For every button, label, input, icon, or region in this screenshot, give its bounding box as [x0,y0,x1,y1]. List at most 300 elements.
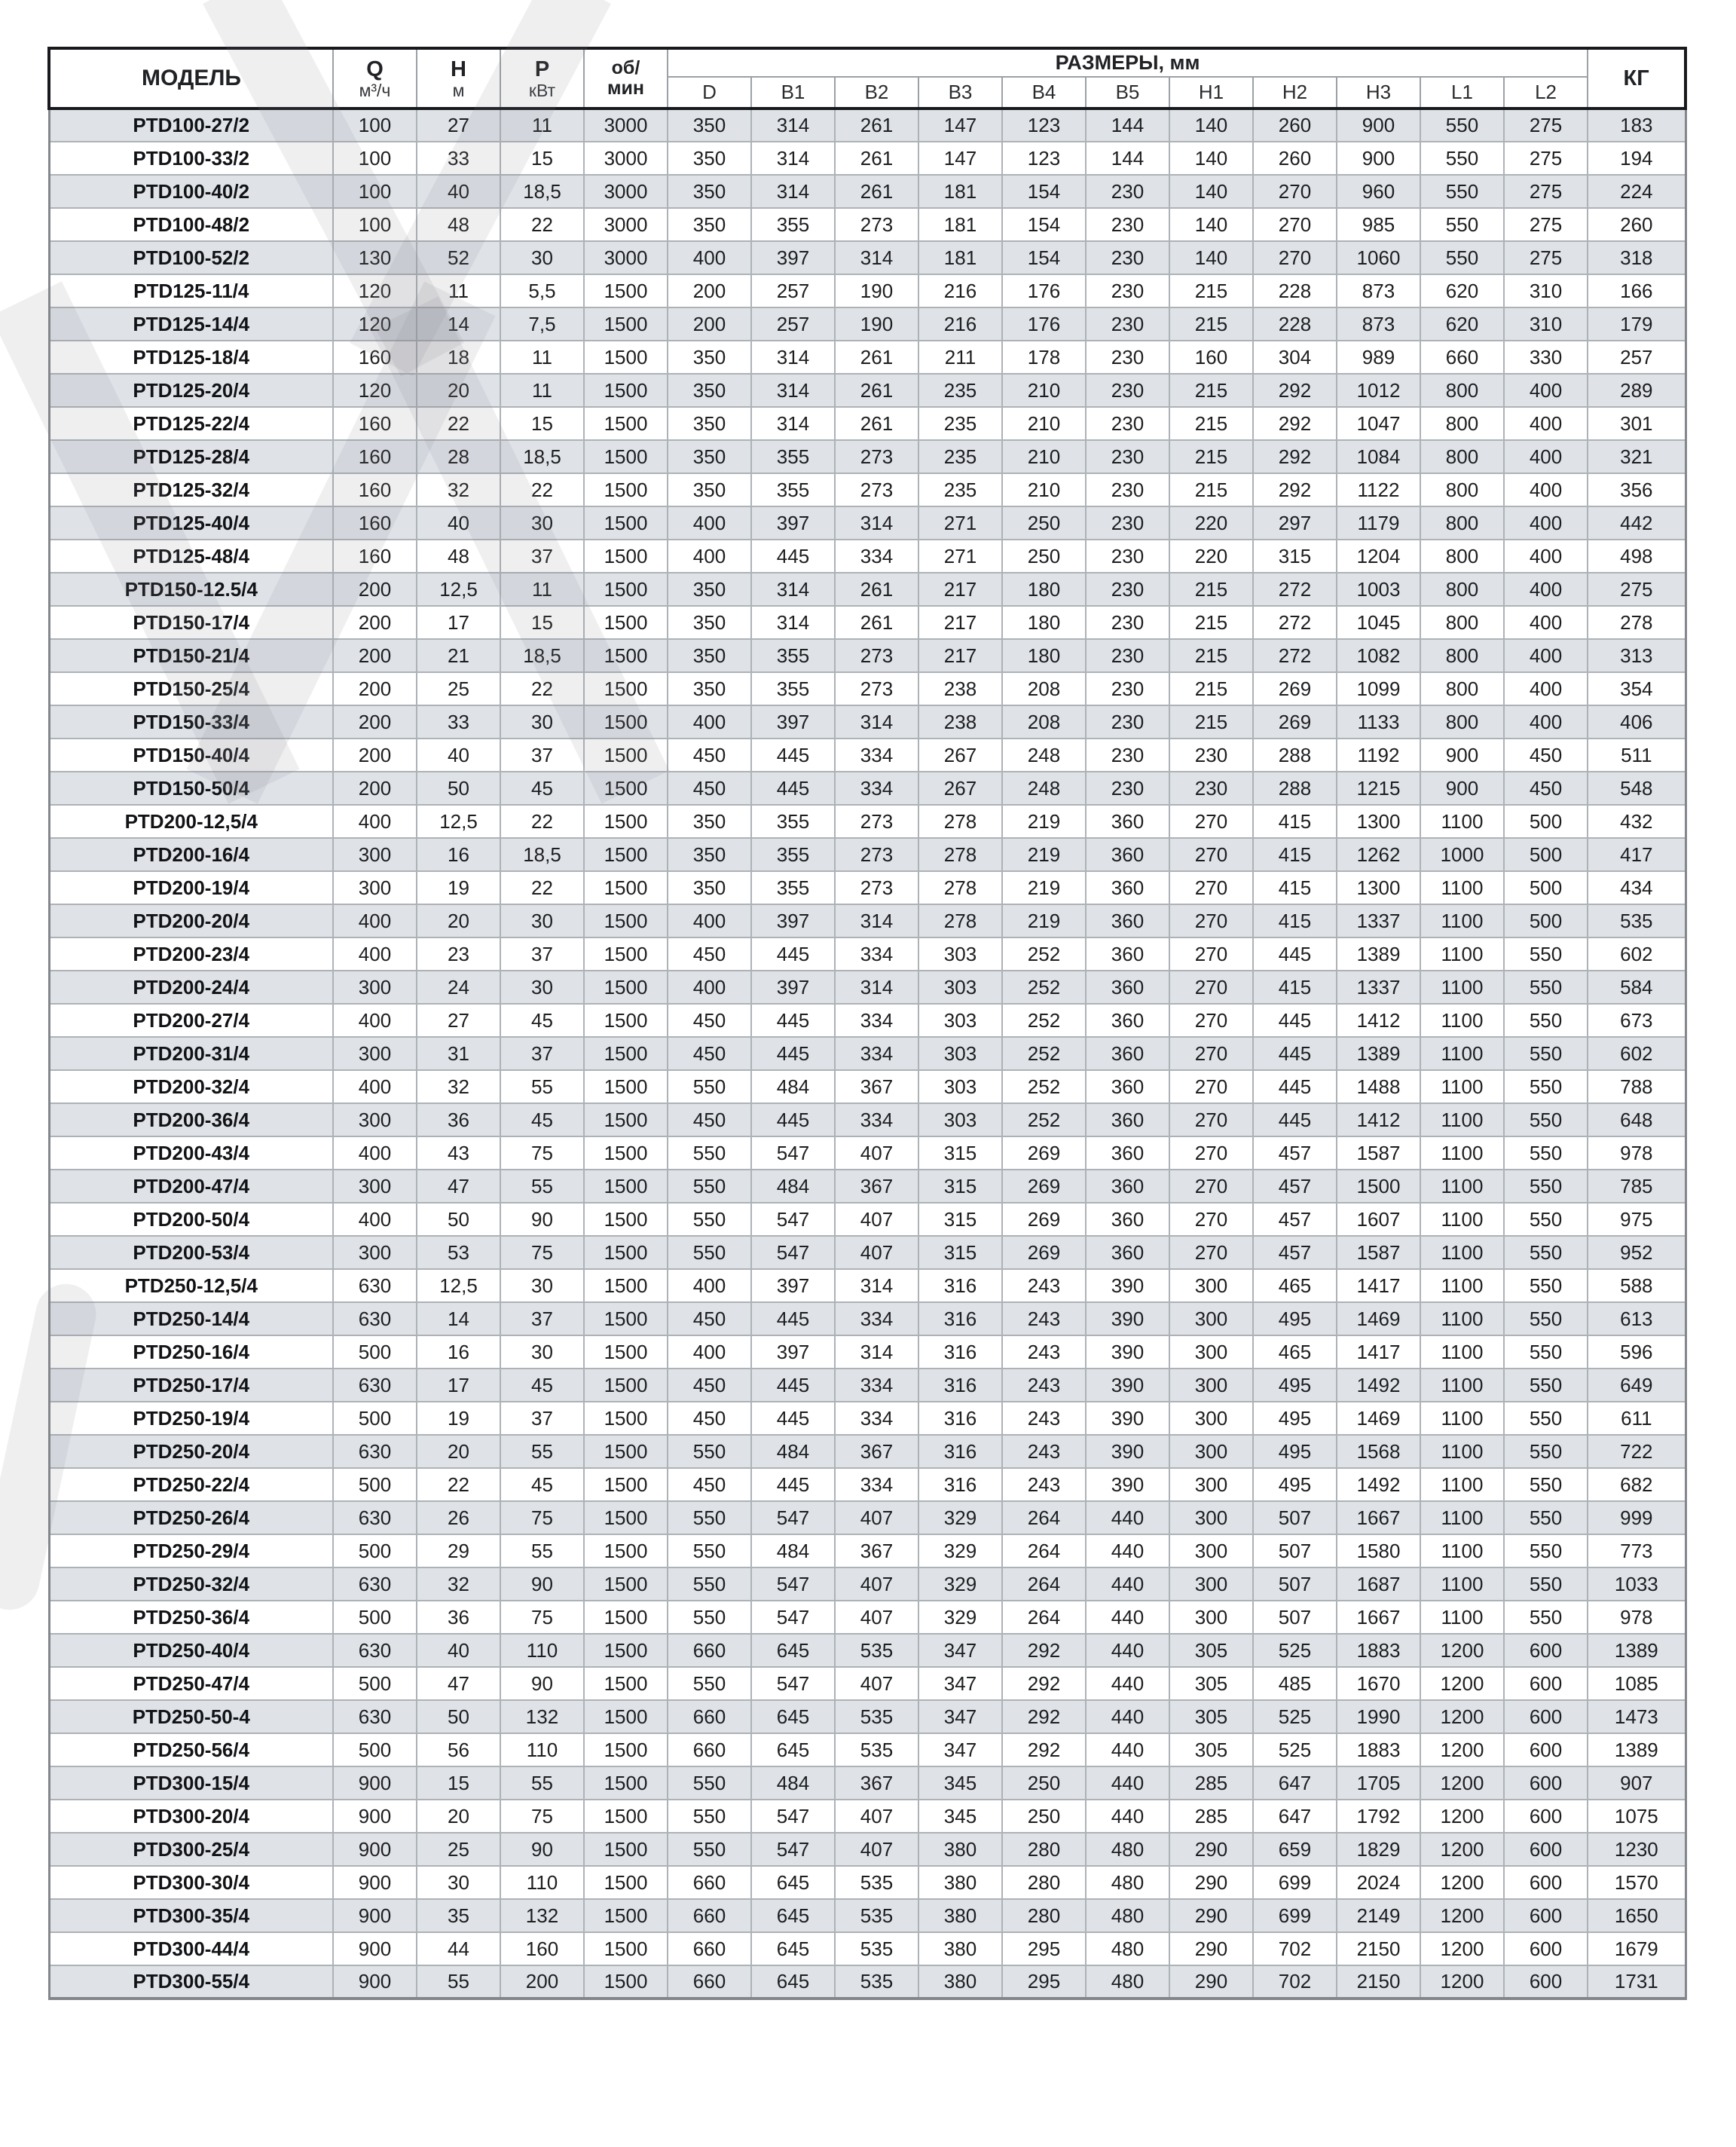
value-cell: 1100 [1420,1435,1504,1468]
value-cell: 120 [333,307,417,341]
value-cell: 900 [333,1932,417,1965]
value-cell: 183 [1588,109,1686,142]
value-cell: 390 [1086,1269,1169,1302]
value-cell: 1045 [1337,606,1420,639]
value-cell: 216 [918,274,1002,307]
value-cell: 278 [918,805,1002,838]
value-cell: 600 [1504,1700,1588,1733]
value-cell: 1500 [584,739,668,772]
value-cell: 647 [1253,1800,1337,1833]
table-row [49,1170,1686,1203]
value-cell: 350 [668,871,751,904]
value-cell: 900 [1337,109,1420,142]
value-cell: 600 [1504,1634,1588,1667]
value-cell: 1500 [584,1070,668,1103]
value-cell: 1100 [1420,1037,1504,1070]
value-cell: 1085 [1588,1667,1686,1700]
value-cell: 360 [1086,1236,1169,1269]
value-cell: 292 [1002,1667,1086,1700]
value-cell: 11 [500,341,584,374]
pump-spec-table-wrap [47,47,1684,2000]
value-cell: 300 [1169,1567,1253,1601]
value-cell: 45 [500,1004,584,1037]
value-cell: 484 [751,1766,835,1800]
model-cell: PTD200-19/4 [49,871,333,904]
value-cell: 800 [1420,440,1504,473]
value-cell: 952 [1588,1236,1686,1269]
value-cell: 314 [751,573,835,606]
value-cell: 417 [1588,838,1686,871]
value-cell: 1200 [1420,1634,1504,1667]
value-cell: 37 [500,1402,584,1435]
value-cell: 18,5 [500,175,584,208]
value-cell: 347 [918,1700,1002,1733]
value-cell: 450 [668,1302,751,1335]
value-cell: 660 [668,1700,751,1733]
value-cell: 445 [751,540,835,573]
value-cell: 360 [1086,1103,1169,1136]
value-cell: 978 [1588,1136,1686,1170]
value-cell: 1100 [1420,805,1504,838]
value-cell: 270 [1253,208,1337,241]
value-cell: 1883 [1337,1733,1420,1766]
value-cell: 800 [1420,540,1504,573]
value-cell: 354 [1588,672,1686,705]
value-cell: 334 [835,1402,918,1435]
value-cell: 52 [417,241,500,274]
value-cell: 190 [835,274,918,307]
value-cell: 535 [835,1733,918,1766]
value-cell: 230 [1086,241,1169,274]
column-header-B3: B3 [918,77,1002,109]
value-cell: 48 [417,540,500,573]
value-cell: 180 [1002,639,1086,672]
table-row [49,1203,1686,1236]
value-cell: 630 [333,1700,417,1733]
value-cell: 500 [333,1601,417,1634]
value-cell: 334 [835,1302,918,1335]
value-cell: 321 [1588,440,1686,473]
value-cell: 1705 [1337,1766,1420,1800]
value-cell: 178 [1002,341,1086,374]
value-cell: 350 [668,573,751,606]
value-cell: 329 [918,1567,1002,1601]
value-cell: 989 [1337,341,1420,374]
value-cell: 1100 [1420,971,1504,1004]
value-cell: 445 [1253,1103,1337,1136]
value-cell: 588 [1588,1269,1686,1302]
column-header-B5: B5 [1086,77,1169,109]
model-cell: PTD100-48/2 [49,208,333,241]
value-cell: 210 [1002,440,1086,473]
table-row [49,1335,1686,1369]
value-cell: 15 [500,606,584,639]
table-row [49,1932,1686,1965]
value-cell: 649 [1588,1369,1686,1402]
model-cell: PTD200-24/4 [49,971,333,1004]
value-cell: 550 [668,1170,751,1203]
value-cell: 450 [668,1468,751,1501]
value-cell: 1473 [1588,1700,1686,1733]
value-cell: 219 [1002,838,1086,871]
value-cell: 547 [751,1136,835,1170]
value-cell: 400 [1504,407,1588,440]
value-cell: 900 [1420,739,1504,772]
value-cell: 445 [751,1402,835,1435]
value-cell: 1200 [1420,1733,1504,1766]
value-cell: 900 [1420,772,1504,805]
value-cell: 660 [668,1965,751,1999]
value-cell: 1500 [584,341,668,374]
value-cell: 216 [918,307,1002,341]
value-cell: 660 [668,1932,751,1965]
model-cell: PTD200-32/4 [49,1070,333,1103]
value-cell: 440 [1086,1733,1169,1766]
value-cell: 550 [1504,1170,1588,1203]
value-cell: 1200 [1420,1932,1504,1965]
value-cell: 2024 [1337,1866,1420,1899]
value-cell: 11 [417,274,500,307]
value-cell: 445 [751,739,835,772]
value-cell: 600 [1504,1733,1588,1766]
value-cell: 20 [417,904,500,937]
value-cell: 110 [500,1866,584,1899]
value-cell: 260 [1253,142,1337,175]
value-cell: 390 [1086,1369,1169,1402]
value-cell: 270 [1169,1004,1253,1037]
value-cell: 290 [1169,1899,1253,1932]
value-cell: 300 [1169,1435,1253,1468]
value-cell: 90 [500,1667,584,1700]
value-cell: 194 [1588,142,1686,175]
table-row [49,374,1686,407]
value-cell: 1500 [584,407,668,440]
value-cell: 1500 [584,1369,668,1402]
value-cell: 295 [1002,1965,1086,1999]
value-cell: 550 [1504,937,1588,971]
value-cell: 147 [918,142,1002,175]
value-cell: 550 [668,1534,751,1567]
value-cell: 550 [1504,1037,1588,1070]
value-cell: 22 [500,473,584,506]
value-cell: 329 [918,1534,1002,1567]
rpm-line2: мин [607,78,644,99]
value-cell: 32 [417,1070,500,1103]
value-cell: 44 [417,1932,500,1965]
value-cell: 630 [333,1369,417,1402]
value-cell: 445 [1253,1037,1337,1070]
value-cell: 160 [333,440,417,473]
value-cell: 500 [333,1468,417,1501]
value-cell: 550 [1420,208,1504,241]
value-cell: 17 [417,1369,500,1402]
table-row [49,540,1686,573]
value-cell: 645 [751,1634,835,1667]
value-cell: 1100 [1420,1468,1504,1501]
value-cell: 270 [1169,1070,1253,1103]
value-cell: 288 [1253,772,1337,805]
value-cell: 300 [333,871,417,904]
value-cell: 19 [417,871,500,904]
value-cell: 773 [1588,1534,1686,1567]
value-cell: 550 [1504,1567,1588,1601]
value-cell: 1650 [1588,1899,1686,1932]
value-cell: 347 [918,1667,1002,1700]
value-cell: 166 [1588,274,1686,307]
value-cell: 495 [1253,1369,1337,1402]
value-cell: 699 [1253,1899,1337,1932]
value-cell: 250 [1002,540,1086,573]
value-cell: 380 [918,1833,1002,1866]
value-cell: 547 [751,1667,835,1700]
value-cell: 1075 [1588,1800,1686,1833]
value-cell: 873 [1337,274,1420,307]
column-header-H1: H1 [1169,77,1253,109]
value-cell: 211 [918,341,1002,374]
value-cell: 235 [918,374,1002,407]
value-cell: 264 [1002,1567,1086,1601]
value-cell: 314 [751,109,835,142]
value-cell: 15 [417,1766,500,1800]
table-row [49,1766,1686,1800]
value-cell: 200 [333,705,417,739]
table-row [49,871,1686,904]
model-cell: PTD200-47/4 [49,1170,333,1203]
value-cell: 257 [1588,341,1686,374]
value-cell: 1337 [1337,904,1420,937]
value-cell: 261 [835,109,918,142]
value-cell: 264 [1002,1601,1086,1634]
value-cell: 230 [1086,540,1169,573]
value-cell: 230 [1086,506,1169,540]
model-cell: PTD125-20/4 [49,374,333,407]
value-cell: 511 [1588,739,1686,772]
value-cell: 300 [333,1037,417,1070]
table-row [49,506,1686,540]
value-cell: 1731 [1588,1965,1686,1999]
value-cell: 407 [835,1567,918,1601]
value-cell: 289 [1588,374,1686,407]
value-cell: 252 [1002,1004,1086,1037]
value-cell: 275 [1504,109,1588,142]
value-cell: 1500 [584,1136,668,1170]
value-cell: 230 [1086,606,1169,639]
model-cell: PTD100-33/2 [49,142,333,175]
value-cell: 297 [1253,506,1337,540]
value-cell: 208 [1002,705,1086,739]
value-cell: 288 [1253,739,1337,772]
value-cell: 292 [1253,407,1337,440]
value-cell: 350 [668,341,751,374]
value-cell: 230 [1086,407,1169,440]
value-cell: 550 [1504,1468,1588,1501]
value-cell: 53 [417,1236,500,1269]
value-cell: 160 [333,506,417,540]
value-cell: 20 [417,374,500,407]
value-cell: 800 [1420,506,1504,540]
value-cell: 270 [1169,904,1253,937]
value-cell: 602 [1588,1037,1686,1070]
model-cell: PTD125-14/4 [49,307,333,341]
value-cell: 280 [1002,1833,1086,1866]
value-cell: 525 [1253,1700,1337,1733]
value-cell: 645 [751,1700,835,1733]
power-symbol: Р [534,57,550,81]
model-cell: PTD250-26/4 [49,1501,333,1534]
value-cell: 345 [918,1766,1002,1800]
value-cell: 1389 [1588,1733,1686,1766]
value-cell: 645 [751,1899,835,1932]
value-cell: 1412 [1337,1103,1420,1136]
value-cell: 273 [835,473,918,506]
value-cell: 400 [668,506,751,540]
table-row [49,1800,1686,1833]
value-cell: 550 [1504,1203,1588,1236]
value-cell: 350 [668,805,751,838]
value-cell: 3000 [584,241,668,274]
value-cell: 400 [1504,672,1588,705]
value-cell: 415 [1253,904,1337,937]
column-header-power [500,48,584,109]
value-cell: 535 [835,1634,918,1667]
value-cell: 345 [918,1800,1002,1833]
value-cell: 550 [668,1833,751,1866]
value-cell: 22 [500,871,584,904]
value-cell: 1100 [1420,871,1504,904]
value-cell: 400 [668,241,751,274]
value-cell: 788 [1588,1070,1686,1103]
value-cell: 1500 [584,1236,668,1269]
model-cell: PTD250-50-4 [49,1700,333,1733]
table-body [49,109,1686,1999]
value-cell: 647 [1253,1766,1337,1800]
value-cell: 300 [1169,1302,1253,1335]
value-cell: 110 [500,1634,584,1667]
value-cell: 1500 [584,1634,668,1667]
value-cell: 252 [1002,937,1086,971]
value-cell: 550 [1504,1534,1588,1567]
value-cell: 40 [417,175,500,208]
value-cell: 682 [1588,1468,1686,1501]
value-cell: 660 [668,1733,751,1766]
value-cell: 525 [1253,1733,1337,1766]
table-row [49,1634,1686,1667]
value-cell: 1100 [1420,1103,1504,1136]
column-header-H2: H2 [1253,77,1337,109]
value-cell: 235 [918,473,1002,506]
table-row [49,1965,1686,1999]
value-cell: 144 [1086,109,1169,142]
value-cell: 360 [1086,937,1169,971]
value-cell: 907 [1588,1766,1686,1800]
value-cell: 179 [1588,307,1686,341]
value-cell: 785 [1588,1170,1686,1203]
value-cell: 400 [333,1136,417,1170]
value-cell: 300 [1169,1601,1253,1634]
value-cell: 360 [1086,1136,1169,1170]
value-cell: 269 [1253,705,1337,739]
model-cell: PTD125-18/4 [49,341,333,374]
value-cell: 228 [1253,274,1337,307]
value-cell: 215 [1169,307,1253,341]
value-cell: 450 [668,772,751,805]
value-cell: 659 [1253,1833,1337,1866]
model-cell: PTD250-47/4 [49,1667,333,1700]
value-cell: 37 [500,1302,584,1335]
value-cell: 1084 [1337,440,1420,473]
value-cell: 75 [500,1601,584,1634]
value-cell: 75 [500,1501,584,1534]
value-cell: 550 [1504,1236,1588,1269]
value-cell: 1100 [1420,1170,1504,1203]
value-cell: 1000 [1420,838,1504,871]
value-cell: 1200 [1420,1700,1504,1733]
value-cell: 228 [1253,307,1337,341]
value-cell: 3000 [584,109,668,142]
value-cell: 699 [1253,1866,1337,1899]
value-cell: 1990 [1337,1700,1420,1733]
value-cell: 290 [1169,1965,1253,1999]
value-cell: 465 [1253,1335,1337,1369]
value-cell: 275 [1504,142,1588,175]
model-cell: PTD125-32/4 [49,473,333,506]
value-cell: 442 [1588,506,1686,540]
value-cell: 355 [751,805,835,838]
value-cell: 300 [1169,1369,1253,1402]
value-cell: 230 [1086,639,1169,672]
value-cell: 355 [751,473,835,506]
table-row [49,1899,1686,1932]
pump-spec-table [47,47,1687,2000]
table-row [49,639,1686,672]
value-cell: 12,5 [417,805,500,838]
value-cell: 1500 [584,1601,668,1634]
table-header [49,48,1686,109]
value-cell: 278 [1588,606,1686,639]
value-cell: 397 [751,904,835,937]
model-cell: PTD300-15/4 [49,1766,333,1800]
value-cell: 315 [918,1236,1002,1269]
value-cell: 26 [417,1501,500,1534]
value-cell: 999 [1588,1501,1686,1534]
value-cell: 406 [1588,705,1686,739]
value-cell: 400 [333,1070,417,1103]
value-cell: 75 [500,1236,584,1269]
value-cell: 290 [1169,1833,1253,1866]
value-cell: 16 [417,1335,500,1369]
value-cell: 314 [835,971,918,1004]
value-cell: 645 [751,1965,835,1999]
value-cell: 316 [918,1402,1002,1435]
value-cell: 1100 [1420,1269,1504,1302]
value-cell: 314 [751,175,835,208]
value-cell: 300 [333,838,417,871]
value-cell: 200 [668,274,751,307]
value-cell: 613 [1588,1302,1686,1335]
value-cell: 1500 [584,904,668,937]
column-group-dimensions: РАЗМЕРЫ, мм [668,48,1588,77]
value-cell: 50 [417,772,500,805]
value-cell: 900 [333,1766,417,1800]
value-cell: 316 [918,1468,1002,1501]
value-cell: 219 [1002,904,1086,937]
model-cell: PTD300-20/4 [49,1800,333,1833]
value-cell: 596 [1588,1335,1686,1369]
value-cell: 485 [1253,1667,1337,1700]
value-cell: 90 [500,1833,584,1866]
value-cell: 800 [1420,606,1504,639]
value-cell: 1100 [1420,1302,1504,1335]
